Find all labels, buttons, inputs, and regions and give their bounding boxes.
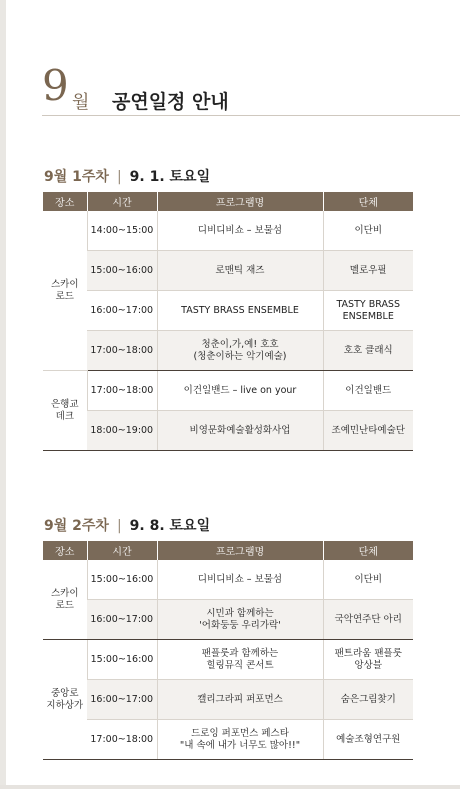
week-1-heading [44,166,210,186]
table-row [43,560,413,600]
group-cell: 조예민난타예술단 [323,411,413,451]
program-cell: 드로잉 퍼포먼스 페스타 "내 속에 내가 너무도 많아!!" [157,720,323,760]
program-cell: 청춘이,가,예! 호호 (청춘이하는 악기예술) [157,331,323,371]
header-program: 프로그램명 [157,192,323,211]
time-cell: 17:00~18:00 [87,371,157,411]
program-cell: 로맨틱 재즈 [157,251,323,291]
time-cell: 14:00~15:00 [87,211,157,251]
time-cell: 16:00~17:00 [87,291,157,331]
time-cell: 17:00~18:00 [87,720,157,760]
venue-cell: 은행교 데크 [43,371,87,451]
program-cell: 비영문화예술활성화사업 [157,411,323,451]
program-cell: 팬플룻과 함께하는 힐링뮤직 콘서트 [157,640,323,680]
time-cell: 16:00~17:00 [87,680,157,720]
week-2-heading [44,515,210,535]
program-cell: TASTY BRASS ENSEMBLE [157,291,323,331]
week-label: 9월 1주차 [44,169,109,185]
title-divider [42,115,460,116]
title-month-number: 9 [42,61,68,110]
group-cell: 팬트라움 팬플룻 앙상블 [323,640,413,680]
venue-cell: 스카이 로드 [43,560,87,640]
table-row [43,251,413,291]
group-cell: 이건일밴드 [323,371,413,411]
table-row [43,331,413,371]
week-2-schedule-table [43,541,413,760]
time-cell: 18:00~19:00 [87,411,157,451]
venue-cell: 중앙로 지하상가 [43,640,87,760]
table-row [43,291,413,331]
week-separator: | [116,169,122,185]
header-group: 단체 [323,192,413,211]
table-row [43,371,413,411]
group-cell: 멜로우필 [323,251,413,291]
group-cell: 숨은그림찾기 [323,680,413,720]
left-margin-rule [0,0,6,789]
time-cell: 15:00~16:00 [87,560,157,600]
time-cell: 15:00~16:00 [87,251,157,291]
week-separator: | [116,518,122,534]
table-header-row [43,541,413,560]
week-1-schedule-table [43,192,413,451]
group-cell: 호호 클래식 [323,331,413,371]
group-cell: 예술조형연구원 [323,720,413,760]
time-cell: 15:00~16:00 [87,640,157,680]
program-cell: 캘리그라피 퍼포먼스 [157,680,323,720]
table-row [43,211,413,251]
program-cell: 이건일밴드 – live on your [157,371,323,411]
bottom-edge-rule [0,785,460,789]
program-cell: 디비디비쇼 – 보물섬 [157,560,323,600]
header-group: 단체 [323,541,413,560]
group-cell: 국악연주단 아리 [323,600,413,640]
table-header-row [43,192,413,211]
header-time: 시간 [87,192,157,211]
header-program: 프로그램명 [157,541,323,560]
program-cell: 디비디비쇼 – 보물섬 [157,211,323,251]
header-time: 시간 [87,541,157,560]
week-label: 9월 2주차 [44,518,109,534]
table-row [43,640,413,680]
group-cell: 이단비 [323,560,413,600]
time-cell: 17:00~18:00 [87,331,157,371]
table-row [43,600,413,640]
header-place: 장소 [43,541,87,560]
week-date: 9. 1. 토요일 [129,169,211,185]
venue-cell: 스카이 로드 [43,211,87,371]
table-row [43,720,413,760]
group-cell: 이단비 [323,211,413,251]
header-place: 장소 [43,192,87,211]
table-row [43,411,413,451]
group-cell: TASTY BRASS ENSEMBLE [323,291,413,331]
time-cell: 16:00~17:00 [87,600,157,640]
table-row [43,680,413,720]
week-date: 9. 8. 토요일 [129,518,211,534]
title-text: 공연일정 안내 [112,91,229,113]
title-month-unit: 월 [72,92,90,113]
program-cell: 시민과 함께하는 '어화둥둥 우리가락' [157,600,323,640]
